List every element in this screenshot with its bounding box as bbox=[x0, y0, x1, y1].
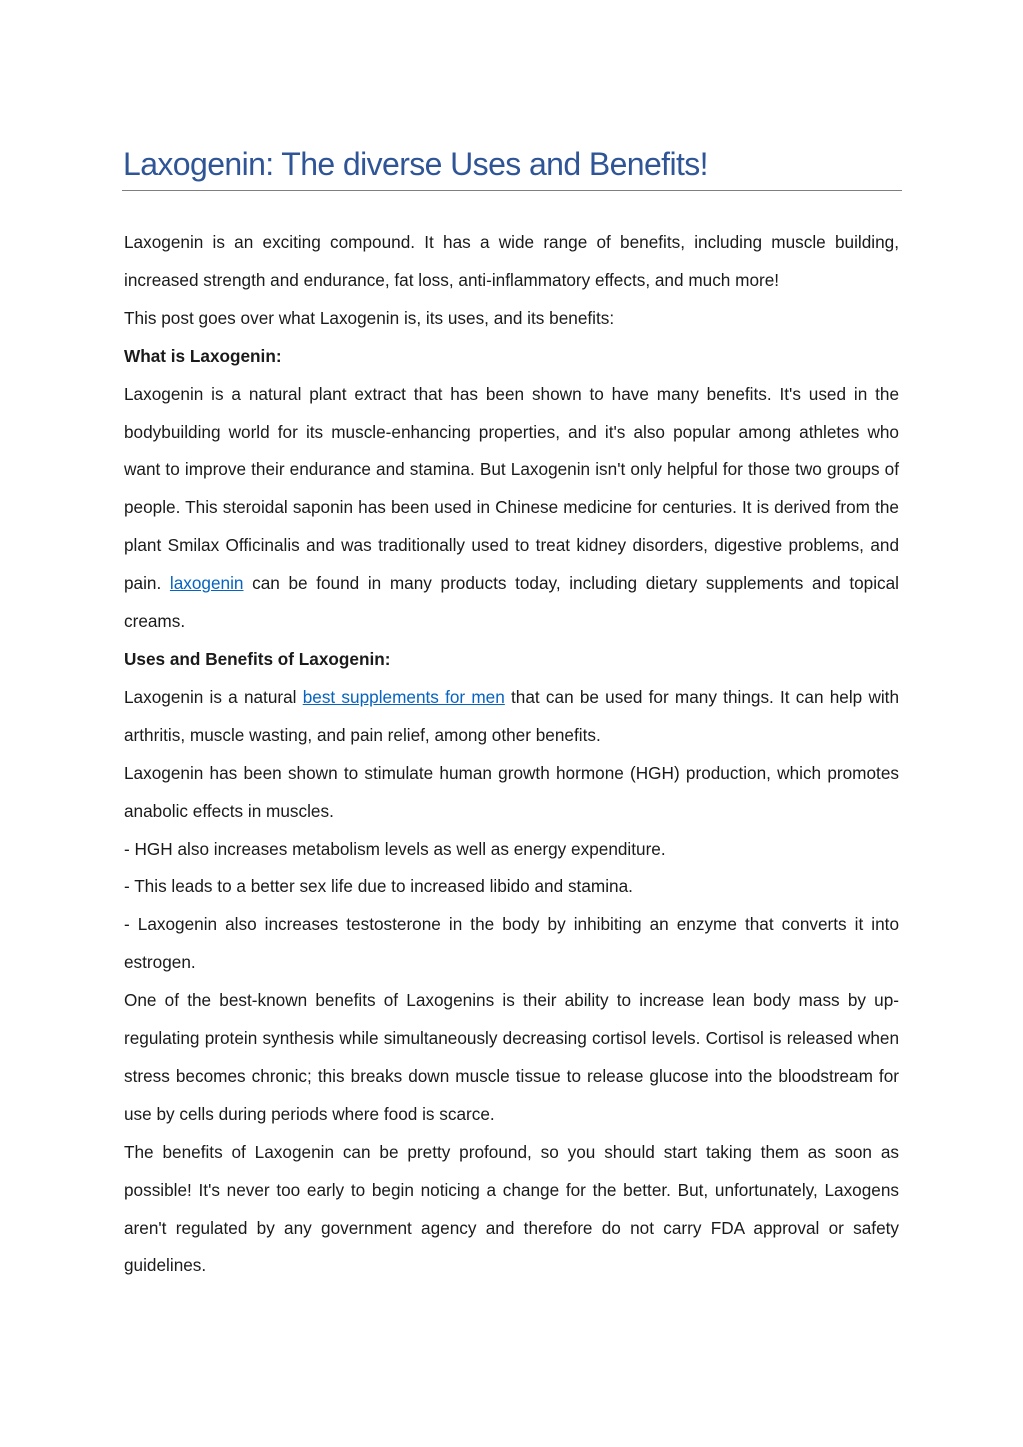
what-is-paragraph bbox=[124, 376, 899, 641]
title-divider bbox=[122, 190, 902, 191]
hgh-paragraph: Laxogenin has been shown to stimulate human growth hormone (HGH) production, which promotes anabolic effects in muscles. bbox=[124, 762, 899, 821]
what-is-text-end: can be found in many products today, including dietary supplements and topical creams. bbox=[124, 573, 899, 632]
laxogenin-link[interactable]: laxogenin bbox=[169, 573, 244, 594]
bullet-libido: - This leads to a better sex life due to increased libido and stamina. bbox=[124, 876, 633, 897]
closing-paragraph: The benefits of Laxogenin can be pretty profound, so you should start taking them as soon as possible! It's never too early to begin noticing a change for the better. But, unfortunately, Laxogens aren't regulated by any government agency and therefore do not carry FDA approval or safety guidelines. bbox=[124, 1141, 899, 1276]
section-heading-uses-benefits: Uses and Benefits of Laxogenin: bbox=[124, 648, 391, 669]
intro-paragraph: Laxogenin is an exciting compound. It has a wide range of benefits, including muscle building, increased strength and endurance, fat loss, anti-inflammatory effects, and much more! bbox=[124, 232, 899, 290]
best-supplements-link[interactable]: best supplements for men bbox=[302, 686, 505, 707]
document-body bbox=[124, 224, 899, 1285]
section-heading-what-is: What is Laxogenin: bbox=[124, 345, 282, 366]
uses-text-start: Laxogenin is a natural bbox=[124, 686, 303, 707]
bullet-testosterone: - Laxogenin also increases testosterone in the body by inhibiting an enzyme that converts it into estrogen. bbox=[124, 914, 899, 973]
bullet-metabolism: - HGH also increases metabolism levels as well as energy expenditure. bbox=[124, 838, 666, 859]
uses-paragraph bbox=[124, 679, 899, 755]
document-title: Laxogenin: The diverse Uses and Benefits! bbox=[123, 146, 708, 182]
overview-paragraph: This post goes over what Laxogenin is, its uses, and its benefits: bbox=[124, 307, 615, 328]
uses-text-end: that can be used for many things. It can help with arthritis, muscle wasting, and pain relief, among other benefits. bbox=[124, 686, 900, 745]
what-is-text-start: Laxogenin is a natural plant extract that has been shown to have many benefits. It's used in the bodybuilding world for its muscle-enhancing properties, and it's also popular among athletes who want to improve their endurance and stamina. But Laxogenin isn't only helpful for those two groups of people. This steroidal saponin has been used in Chinese medicine for centuries. It is derived from the plant Smilax Officinalis and was traditionally used to treat kidney disorders, digestive problems, and pain. bbox=[124, 383, 899, 594]
lean-mass-paragraph: One of the best-known benefits of Laxogenins is their ability to increase lean body mass by up-regulating protein synthesis while simultaneously decreasing cortisol levels. Cortisol is released when stress becomes chronic; this breaks down muscle tissue to release glucose into the bloodstream for use by cells during periods where food is scarce. bbox=[124, 990, 899, 1124]
